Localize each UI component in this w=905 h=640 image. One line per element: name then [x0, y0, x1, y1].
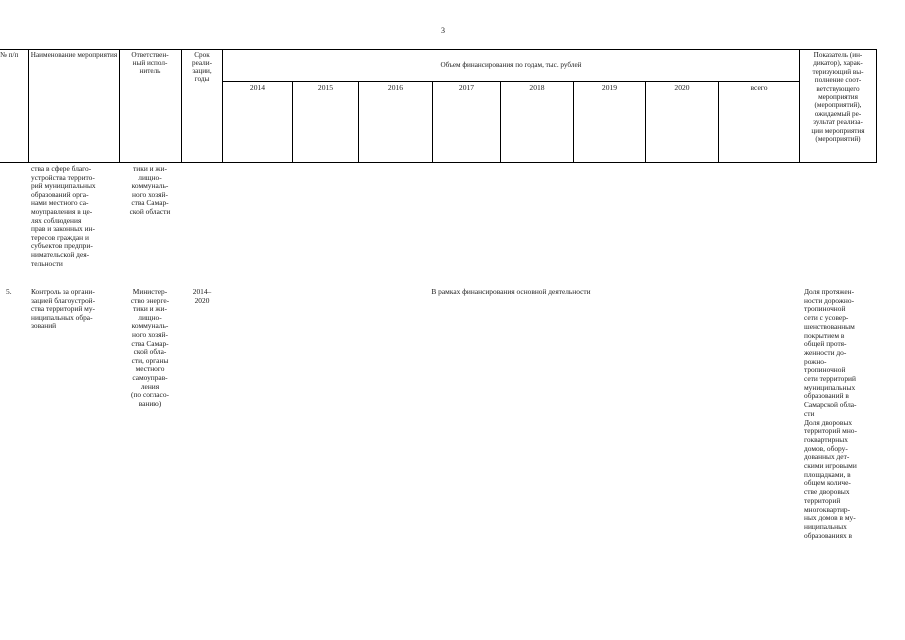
header-number: № п/п	[0, 51, 19, 59]
year-header: 2019	[601, 83, 618, 92]
continuation-responsible: тики и жи- лищно- коммуналь- ного хозяй- ства Самар- ской области	[129, 164, 171, 216]
year-header: 2018	[529, 83, 545, 92]
year-header: 2020	[674, 83, 690, 92]
row-responsible: Министер- ство энерге- тики и жи- лищно- коммуналь- ного хозяй- ства Самар- ской обла- сти, органы местного самоуправ- ления (по согласо- ванию)	[130, 287, 170, 408]
row-name: Контроль за органи- зацией благоустрой- ства территорий му- ниципальных обра- зований	[31, 287, 96, 331]
page-number: 3	[441, 26, 445, 35]
year-header: 2016	[387, 83, 404, 92]
row-funding-note: В рамках финансирования основной деятельности	[431, 287, 591, 296]
header-responsible: Ответствен- ный испол- нитель	[131, 51, 169, 75]
header-term: Срок реали- зации, годы	[192, 51, 212, 83]
row-number: 5.	[6, 287, 12, 296]
year-header-total: всего	[750, 83, 768, 92]
year-header: 2014	[249, 83, 266, 92]
header-funding: Объем финансирования по годам, тыс. рублей	[440, 61, 582, 69]
year-header: 2017	[458, 83, 475, 92]
header-indicator: Показатель (ин- дикатор), харак- теризующий вы- полнение соот- ветствующего мероприятия (мероприятий), ожидаемый ре- зультат реализа- ции мероприятия (мероприятий)	[811, 51, 865, 144]
header-name: Наименование мероприятия	[30, 51, 118, 59]
row-indicator: Доля протяжен- ности дорожно- тропиночной сети с усовер- шенствованным покрытием в общей протя- женности до- рожно- тропиночной сети территорий муниципальных образований в Самарской обла- сти Доля дворовых территорий мно- гоквартирных домов, обору- дованных дет- скими игровыми площадками, в общем количе- стве дворовых территорий многоквартир- ных домов в му- ниципальных образованиях в	[804, 287, 857, 540]
year-header: 2015	[317, 83, 334, 92]
continuation-name: ства в сфере благо- устройства террито- рий муниципальных образований орга- нами местного са- моуправления в це- лях соблюдения прав и законных ин- тересов граждан и субъектов предпри- нимательской дея- тельности	[31, 164, 96, 268]
row-term: 2014– 2020	[192, 287, 212, 305]
